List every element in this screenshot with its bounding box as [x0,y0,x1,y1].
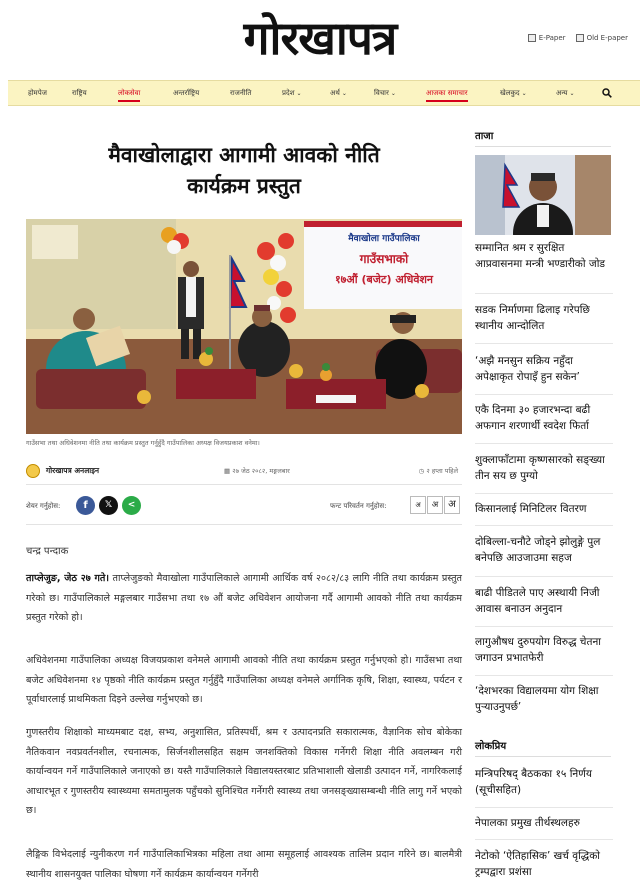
chevron-down-icon: ⌄ [296,90,302,97]
share-row [26,494,462,518]
sidebar-heading-latest: ताजा [475,131,494,142]
font-size-label: फन्ट परिवर्तन गर्नुहोस: [330,502,387,510]
divider [475,146,611,147]
chevron-down-icon: ⌄ [569,90,575,97]
share-label: शेयर गर्नुहोस: [26,502,61,510]
latest-news-item[interactable]: किसानलाई मिनिटिलर वितरण [475,503,587,515]
banner-line-3: १७औं (बजेट) अधिवेशन [334,273,434,286]
divider [475,626,613,627]
latest-news-item[interactable]: बाढी पीडितले पाए अस्थायी निजी आवास बनाउन अनुदान [475,587,600,615]
share-icon[interactable]: < [122,496,141,515]
nav-item-sports[interactable]: खेलकुद ⌄ [500,89,527,97]
byline [26,462,462,480]
latest-news-item[interactable]: लागुऔषध दुरुपयोग विरुद्ध चेतना जगाउन प्रभातफेरी [475,636,601,664]
article-headline: मैवाखोलाद्वारा आगामी आवको नीति कार्यक्रम प्रस्तुत [108,143,380,198]
divider [475,675,613,676]
nav-item-loksewa[interactable]: लोकसेवा [118,89,140,102]
chevron-down-icon: ⌄ [341,90,347,97]
divider [475,394,613,395]
divider [475,443,613,444]
newspaper-icon [576,34,584,42]
latest-news-item[interactable]: एकै दिनमा ३० हजारभन्दा बढी अफगान शरणार्थी स्वदेश फिर्ता [475,404,591,432]
nav-item-home[interactable]: होमपेज [28,89,47,97]
divider [475,839,613,840]
latest-news-item[interactable]: ‘देशभरका विद्यालयमा योग शिक्षा पुऱ्याउनुपर्छ’ [475,685,599,713]
nav-item-international[interactable]: अन्तर्राष्ट्रिय [173,89,200,97]
byline-author[interactable]: गोरखापत्र अनलाइन [46,466,100,475]
chevron-down-icon: ⌄ [521,90,527,97]
nav-item-opinion[interactable]: विचार ⌄ [374,89,396,97]
byline-date: ▦ २७ जेठ २०८२, मङ्गलबार [224,467,290,475]
chevron-down-icon: ⌄ [390,90,396,97]
search-icon[interactable] [602,88,612,98]
divider [475,756,611,757]
divider [475,525,613,526]
nav-item-national[interactable]: राष्ट्रिय [72,89,87,97]
latest-news-item[interactable]: ‘अझै मनसुन सक्रिय नहुँदा अपेक्षाकृत रोपाइँ हुन सकेन’ [475,355,580,383]
facebook-share-icon[interactable]: f [76,496,95,515]
nav-item-province[interactable]: प्रदेश ⌄ [282,89,302,97]
divider [475,493,613,494]
article-paragraph: ताप्लेजुङ, जेठ २७ गते। ताप्लेजुङको मैवाखोला गाउँपालिकाले आगामी आर्थिक वर्ष २०८२/८३ लागि नीति तथा कार्यक्रम प्रस्तुत गरेको छ। गाउँपालिकाले मङ्गलबार गाउँसभा तथा १७ औं बजेट अधिवेशन आयोजना गर्दै आगामी आवको नीति तथा कार्यक्रम प्रस्तुत गरेको हो। [26,573,463,623]
calendar-icon: ▦ [224,467,233,475]
publisher-logo-icon [26,464,40,478]
divider [475,343,613,344]
nav-item-politics[interactable]: राजनीति [230,89,252,97]
popular-news-item[interactable]: मन्त्रिपरिषद् बैठकका १५ निर्णय (सूचीसहित) [475,768,592,796]
article-author: चन्द्र पन्दाक [26,546,69,557]
latest-news-item[interactable]: सडक निर्माणमा ढिलाइ गरेपछि स्थानीय आन्दोलित [475,304,590,332]
sidebar-heading-popular: लोकप्रिय [475,741,507,752]
site-logo[interactable]: गोरखापत्र [243,11,397,65]
article-paragraph: अधिवेशनमा गाउँपालिका अध्यक्ष विजयप्रकाश वनेमले आगामी आवको नीति तथा कार्यक्रम प्रस्तुत गर्नुभएको हो। गाउँसभा तथा बजेट अधिवेशनमा १४ पृष्ठको नीति कार्यक्रम प्रस्तुत गर्नुहुँदै गाउँपालिका अध्यक्ष वनेमले अर्गानिक कृषि, शिक्षा, स्वास्थ्य, पर्यटन र पूर्वाधारलाई प्राथमिकता दिइने उल्लेख गर्नुभएको छ। [26,655,462,705]
article-paragraph: गुणस्तरीय शिक्षाको माध्यमबाट दक्ष, सभ्य, अनुशासित, प्रतिस्पर्धी, श्रम र उत्पादनप्रति सकारात्मक, वैज्ञानिक सोच बोकेका नैतिकवान नवप्रवर्तनशील, रचनात्मक, सिर्जनशीलसहित सक्षम जनशक्तिको विकास गर्नेगरी शिक्षा नीति अवलम्बन गरी कार्यान्वयन गर्ने गाउँपालिकाले जनाएको छ। यस्तै गाउँपालिकाले विद्यालयस्तरबाट प्रतिभाशाली खेलाडी उत्पादन गर्ने, नागरिकलाई आधारभूत र गुणस्तरीय स्वास्थ्यमा समतामुलक पहुँचको सुनिश्चित गर्नेगरी स्वास्थ्य तथा जनसङ्ख्यासम्बन्धी नीति लागु गर्ने भएको छ। [26,727,462,816]
x-share-icon[interactable]: 𝕏 [99,496,118,515]
article-photo [26,219,462,434]
latest-thumbnail[interactable] [475,155,611,235]
old-epaper-link[interactable]: Old E-paper [576,34,628,42]
divider [475,576,613,577]
nav-item-today-news[interactable]: आजका समाचार [426,89,468,102]
latest-news-item[interactable]: सम्मानित श्रम र सुरक्षित आप्रवासनमा मन्त्री भण्डारीको जोड [475,242,606,270]
banner-line-2: गाउँसभाको [359,252,409,266]
latest-news-item[interactable]: दोबिल्ला-चनौटे जोड्ने झोलुङ्गे पुल बनेपछि आउजाउमा सहज [475,536,601,564]
font-medium-button[interactable]: अ [427,496,443,514]
divider [26,484,462,485]
popular-news-item[interactable]: नेटोको ‘ऐतिहासिक’ खर्च वृद्धिको ट्रम्पद्वारा प्रशंसा [475,850,600,878]
latest-news-item[interactable]: शुक्लाफाँटामा कृष्णसारको सङ्ख्या तीन सय छ पुग्यो [475,454,605,482]
photo-caption: गाउँसभा तथा अधिवेशनमा नीति तथा कार्यक्रम प्रस्तुत गर्नुहुँदै गाउँपालिका अध्यक्ष विजयप्रकाश वनेमा। [26,439,260,447]
font-large-button[interactable]: अ [444,496,460,514]
divider [475,293,613,294]
byline-time: ◷ २ हप्ता पहिले [418,467,458,475]
nav-item-other[interactable]: अन्य ⌄ [556,89,575,97]
article-paragraph: लैङ्गिक विभेदलाई न्युनीकरण गर्न गाउँपालिकाभित्रका महिला तथा आमा समूहलाई आवश्यक तालिम प्रदान गरिने छ। बालमैत्री स्थानीय शासनयुक्त पालिका घोषणा गर्ने कार्यक्रम कार्यान्वयन गर्नेगरी [26,849,462,880]
newspaper-icon [528,34,536,42]
epaper-links [528,34,628,42]
masthead [0,0,640,80]
divider [475,807,613,808]
main-nav [8,80,640,106]
popular-news-item[interactable]: नेपालका प्रमुख तीर्थस्थलहरु [475,817,580,829]
banner-line-1: मैवाखोला गाउँपालिका [348,234,420,244]
font-small-button[interactable]: अ [410,496,426,514]
divider [26,524,462,525]
clock-icon: ◷ [418,467,427,475]
epaper-link[interactable]: E-Paper [528,34,566,42]
nav-item-economy[interactable]: अर्थ ⌄ [330,89,347,97]
